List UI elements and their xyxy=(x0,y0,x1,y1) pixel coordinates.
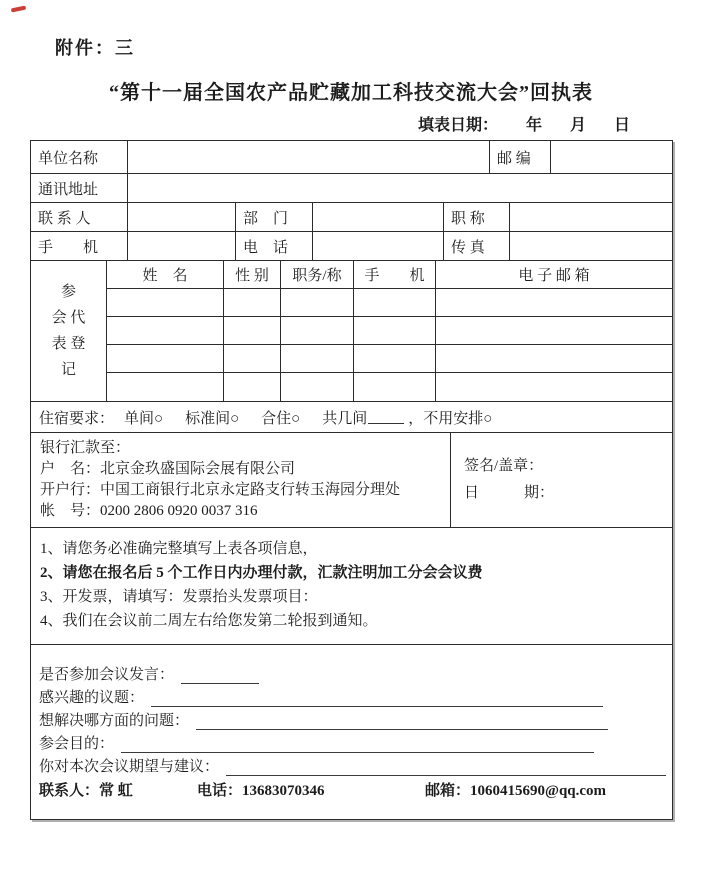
address-label: 通讯地址 xyxy=(31,174,128,202)
delegate-email-cell[interactable] xyxy=(436,289,672,316)
option-no-arrangement[interactable]: 不用安排○ xyxy=(423,410,493,427)
department-label: 部 门 xyxy=(236,203,313,231)
delegate-row-2 xyxy=(107,317,672,345)
fill-date-month: 月 xyxy=(570,117,587,134)
delegates-header-row xyxy=(107,261,672,289)
delegate-email-cell[interactable] xyxy=(436,317,672,344)
unit-name-row xyxy=(31,141,672,174)
delegate-position-cell[interactable] xyxy=(281,373,354,401)
header-email: 电 子 邮 箱 xyxy=(518,268,590,284)
delegate-mobile-cell[interactable] xyxy=(354,317,436,344)
fax-label: 传 真 xyxy=(444,232,510,260)
question-speech-label: 是否参加会议发言： xyxy=(39,667,175,683)
delegate-gender-cell[interactable] xyxy=(224,317,281,344)
delegate-email-cell[interactable] xyxy=(436,373,672,401)
question-problems xyxy=(39,708,666,730)
note-2: 2、请您在报名后 5 个工作日内办理付款，汇款注明加工分会会议费 xyxy=(40,565,483,581)
bank-branch: 开户行：中国工商银行北京永定路支行转玉海园分理处 xyxy=(40,482,401,498)
notes-cell xyxy=(31,528,672,644)
jobtitle-label: 职 称 xyxy=(444,203,510,231)
accommodation-cell xyxy=(31,402,672,432)
question-purpose-label: 参会目的： xyxy=(39,736,115,752)
notes-row xyxy=(31,528,672,645)
header-gender: 性 别 xyxy=(224,261,281,288)
mobile-row xyxy=(31,232,672,261)
delegates-side-label-line: 记 xyxy=(60,362,76,378)
option-standard-room[interactable]: 标准间○ xyxy=(185,410,240,427)
delegate-gender-cell[interactable] xyxy=(224,345,281,372)
bank-row xyxy=(31,433,672,528)
question-speech xyxy=(39,662,666,684)
delegate-row-3 xyxy=(107,345,672,373)
signature-cell[interactable] xyxy=(451,433,672,527)
question-speech-blank[interactable] xyxy=(181,669,259,684)
contact-row xyxy=(31,203,672,232)
postal-code-cell[interactable] xyxy=(551,141,672,173)
mobile-cell[interactable] xyxy=(128,232,236,260)
note-1: 1、请您务必准确完整填写上表各项信息， xyxy=(40,541,318,557)
address-row xyxy=(31,174,672,203)
option-single-room[interactable]: 单间○ xyxy=(124,410,164,427)
question-expectations xyxy=(39,754,666,776)
question-purpose-blank[interactable] xyxy=(121,738,594,753)
delegates-side-label-line: 参 xyxy=(60,284,76,300)
organizer-email: 邮箱：1060415690@qq.com xyxy=(425,783,607,799)
header-position: 职务/称 xyxy=(281,261,354,288)
jobtitle-cell[interactable] xyxy=(510,203,672,231)
option-shared-room[interactable]: 合住○ xyxy=(261,410,301,427)
question-topics-blank[interactable] xyxy=(151,692,603,707)
registration-form-table xyxy=(30,140,673,820)
question-problems-blank[interactable] xyxy=(196,715,608,730)
unit-name-cell[interactable] xyxy=(128,141,490,173)
delegate-gender-cell[interactable] xyxy=(224,289,281,316)
note-4: 4、我们在会议前二周左右给您发第二轮报到通知。 xyxy=(40,613,378,629)
question-problems-label: 想解决哪方面的问题： xyxy=(39,713,190,729)
delegate-position-cell[interactable] xyxy=(281,317,354,344)
organizer-contact-name: 联系人：常 虹 xyxy=(39,783,133,799)
delegate-row-4 xyxy=(107,373,672,401)
bank-info-cell xyxy=(31,433,451,527)
delegates-section xyxy=(31,261,672,402)
delegate-position-cell[interactable] xyxy=(281,345,354,372)
delegate-position-cell[interactable] xyxy=(281,289,354,316)
organizer-contact-line xyxy=(39,779,666,800)
delegate-row-1 xyxy=(107,289,672,317)
department-cell[interactable] xyxy=(313,203,444,231)
header-name: 姓 名 xyxy=(107,261,224,288)
fill-date-label: 填表日期： xyxy=(418,117,499,134)
bank-account-number: 帐 号：0200 2806 0920 0037 316 xyxy=(40,503,258,519)
accommodation-separator: ， xyxy=(408,410,424,427)
question-purpose xyxy=(39,731,666,753)
note-3: 3、开发票，请填写：发票抬头发票项目： xyxy=(40,589,318,605)
delegates-side-label-line: 表 登 xyxy=(51,336,86,352)
header-mobile: 手 机 xyxy=(354,261,436,288)
fax-cell[interactable] xyxy=(510,232,672,260)
fill-date-day: 日 xyxy=(614,117,631,134)
delegate-name-cell[interactable] xyxy=(107,373,224,401)
delegate-mobile-cell[interactable] xyxy=(354,345,436,372)
delegates-side-label xyxy=(31,261,107,401)
rooms-count-blank[interactable] xyxy=(368,411,404,424)
postal-code-label: 邮 编 xyxy=(490,141,551,173)
accommodation-row xyxy=(31,402,672,433)
delegate-mobile-cell[interactable] xyxy=(354,289,436,316)
delegate-gender-cell[interactable] xyxy=(224,373,281,401)
organizer-phone: 电话：13683070346 xyxy=(197,783,325,799)
question-topics xyxy=(39,685,666,707)
bank-transfer-label: 银行汇款至： xyxy=(40,440,131,456)
contact-cell[interactable] xyxy=(128,203,236,231)
page-title: “第十一届全国农产品贮藏加工科技交流大会”回执表 xyxy=(109,82,593,104)
delegate-name-cell[interactable] xyxy=(107,289,224,316)
question-topics-label: 感兴趣的议题： xyxy=(39,690,145,706)
fill-date-line xyxy=(418,112,630,135)
delegates-side-label-line: 会 代 xyxy=(51,310,86,326)
rooms-count-label: 共几间 xyxy=(322,410,368,427)
question-expectations-blank[interactable] xyxy=(226,761,666,776)
delegate-name-cell[interactable] xyxy=(107,317,224,344)
address-cell[interactable] xyxy=(128,174,672,202)
contact-label: 联 系 人 xyxy=(31,203,128,231)
mobile-label: 手 机 xyxy=(31,232,128,260)
question-expectations-label: 你对本次会议期望与建议： xyxy=(39,759,220,775)
questions-cell xyxy=(31,645,674,819)
bank-account-name: 户 名：北京金玖盛国际会展有限公司 xyxy=(40,461,296,477)
scan-artifact-red-mark xyxy=(11,5,27,12)
accommodation-label: 住宿要求： xyxy=(39,410,115,427)
signature-label: 签名/盖章： xyxy=(464,458,544,474)
telephone-cell[interactable] xyxy=(313,232,444,260)
delegates-grid xyxy=(107,261,672,401)
unit-name-label: 单位名称 xyxy=(31,141,128,173)
delegate-email-cell[interactable] xyxy=(436,345,672,372)
telephone-label: 电 话 xyxy=(236,232,313,260)
delegate-name-cell[interactable] xyxy=(107,345,224,372)
attachment-label: 附件：三 xyxy=(55,38,135,58)
signature-date-label: 日 期： xyxy=(464,485,555,501)
fill-date-year: 年 xyxy=(526,117,543,134)
questions-row xyxy=(31,645,672,819)
delegate-mobile-cell[interactable] xyxy=(354,373,436,401)
